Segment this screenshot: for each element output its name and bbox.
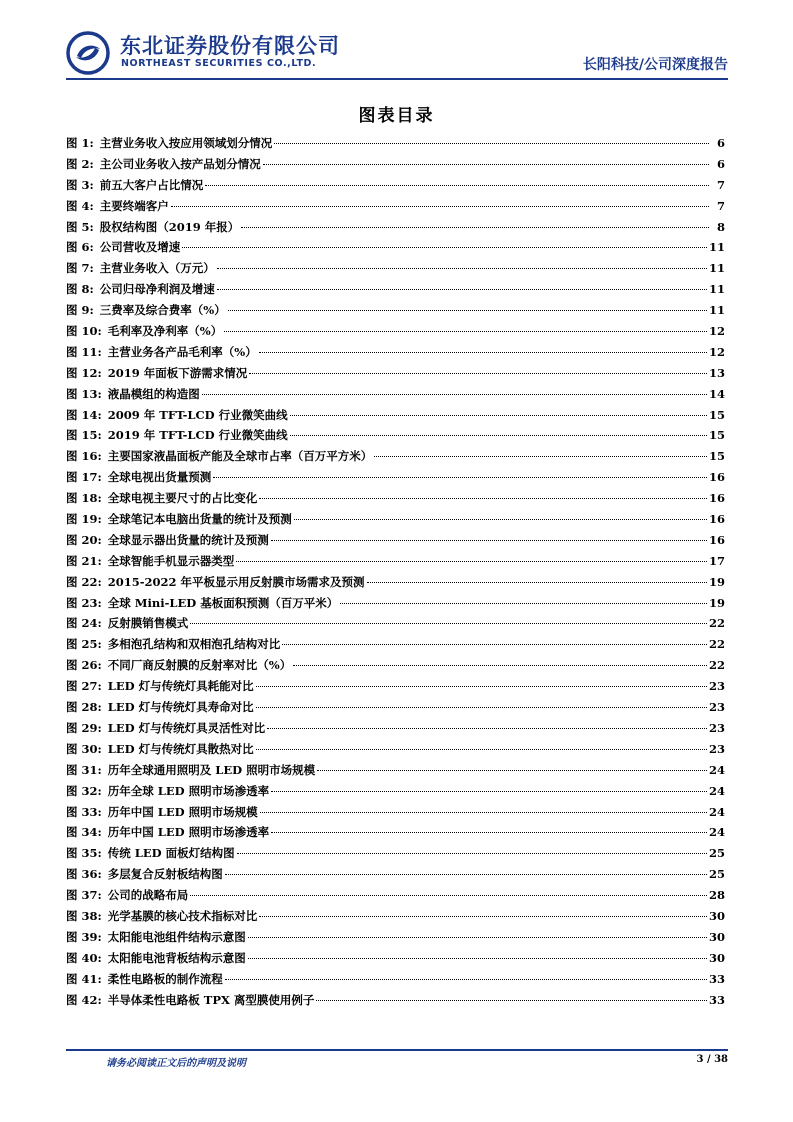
toc-entry-page: 25 <box>708 846 725 861</box>
toc-entry[interactable] <box>66 156 725 177</box>
toc-leader-dots <box>256 707 707 708</box>
toc-entry-page: 33 <box>708 971 725 986</box>
toc-leader-dots <box>241 227 709 228</box>
toc-leader-dots <box>374 456 707 457</box>
toc-entry-page: 25 <box>708 867 725 882</box>
toc-entry-title: 太阳能电池组件结构示意图 <box>107 929 246 944</box>
toc-entry-number: 图 25: <box>66 637 102 652</box>
toc-entry-number: 图 23: <box>66 595 102 610</box>
toc-entry-number: 图 3: <box>66 177 94 192</box>
toc-entry[interactable] <box>66 427 725 448</box>
toc-entry[interactable] <box>66 720 725 741</box>
toc-entry-page: 6 <box>716 156 725 171</box>
toc-entry-page: 7 <box>716 177 725 192</box>
toc-entry-number: 图 20: <box>66 532 102 547</box>
toc-entry-title: 全球笔记本电脑出货量的统计及预测 <box>107 512 292 527</box>
toc-leader-dots <box>294 519 707 520</box>
toc-entry-page: 24 <box>708 762 725 777</box>
toc-entry-number: 图 27: <box>66 679 102 694</box>
toc-entry[interactable] <box>66 971 725 992</box>
toc-leader-dots <box>290 435 707 436</box>
toc-leader-dots <box>171 206 709 207</box>
toc-entry[interactable] <box>66 824 725 845</box>
header-divider <box>66 78 728 80</box>
toc-entry-page: 17 <box>708 553 725 568</box>
toc-entry-title: 2019 年面板下游需求情况 <box>107 365 248 380</box>
toc-entry[interactable] <box>66 929 725 950</box>
toc-entry-page: 30 <box>708 908 725 923</box>
toc-entry-page: 23 <box>708 679 725 694</box>
toc-leader-dots <box>202 394 707 395</box>
toc-entry[interactable] <box>66 344 725 365</box>
toc-entry[interactable] <box>66 636 725 657</box>
toc-entry[interactable] <box>66 281 725 302</box>
toc-entry-page: 16 <box>708 470 725 485</box>
toc-entry[interactable] <box>66 135 725 156</box>
toc-entry[interactable] <box>66 365 725 386</box>
toc-entry-page: 12 <box>708 344 725 359</box>
toc-entry-number: 图 30: <box>66 741 102 756</box>
toc-entry-number: 图 33: <box>66 804 102 819</box>
toc-entry[interactable] <box>66 511 725 532</box>
toc-entry[interactable] <box>66 323 725 344</box>
toc-entry-title: 公司归母净利润及增速 <box>99 282 215 297</box>
toc-entry-page: 22 <box>708 658 725 673</box>
toc-entry-number: 图 2: <box>66 156 94 171</box>
toc-leader-dots <box>282 644 707 645</box>
toc-leader-dots <box>271 791 707 792</box>
toc-leader-dots <box>225 979 707 980</box>
company-logo-icon <box>66 31 110 75</box>
toc-entry[interactable] <box>66 866 725 887</box>
toc-entry-title: 2009 年 TFT-LCD 行业微笑曲线 <box>107 407 288 422</box>
toc-leader-dots <box>271 832 707 833</box>
toc-entry-number: 图 32: <box>66 783 102 798</box>
toc-leader-dots <box>271 540 707 541</box>
toc-entry-number: 图 39: <box>66 929 102 944</box>
toc-entry-page: 15 <box>708 449 725 464</box>
toc-leader-dots <box>267 728 707 729</box>
toc-entry-number: 图 6: <box>66 240 94 255</box>
toc-entry-title: LED 灯与传统灯具寿命对比 <box>107 700 254 715</box>
toc-entry-title: 多层复合反射板结构图 <box>107 867 223 882</box>
toc-entry-number: 图 12: <box>66 365 102 380</box>
toc-entry-number: 图 36: <box>66 867 102 882</box>
toc-entry-page: 33 <box>708 992 725 1007</box>
toc-entry-number: 图 34: <box>66 825 102 840</box>
toc-entry[interactable] <box>66 177 725 198</box>
page-number: 3 / 38 <box>696 1054 728 1065</box>
toc-entry-page: 12 <box>708 324 725 339</box>
toc-entry[interactable] <box>66 198 725 219</box>
toc-entry-title: 反射膜销售模式 <box>107 616 189 631</box>
toc-entry-number: 图 10: <box>66 324 102 339</box>
toc-entry-title: 2015-2022 年平板显示用反射膜市场需求及预测 <box>107 574 365 589</box>
toc-entry-title: 半导体柔性电路板 TPX 离型膜使用例子 <box>107 992 315 1007</box>
toc-leader-dots <box>367 582 707 583</box>
toc-entry-page: 16 <box>708 512 725 527</box>
toc-entry-number: 图 22: <box>66 574 102 589</box>
toc-entry-number: 图 42: <box>66 992 102 1007</box>
toc-entry[interactable] <box>66 574 725 595</box>
toc-entry-title: 主营业务收入按应用领域划分情况 <box>99 136 273 150</box>
toc-entry-title: 多相泡孔结构和双相泡孔结构对比 <box>107 637 281 652</box>
toc-entry-title: 主要终端客户 <box>99 198 169 213</box>
toc-leader-dots <box>249 373 707 374</box>
toc-entry-page: 15 <box>708 407 725 422</box>
toc-entry-number: 图 35: <box>66 846 102 861</box>
toc-entry-number: 图 4: <box>66 198 94 213</box>
toc-entry[interactable] <box>66 908 725 929</box>
toc-entry[interactable] <box>66 490 725 511</box>
toc-entry-page: 23 <box>708 720 725 735</box>
toc-entry-title: 历年中国 LED 照明市场规模 <box>107 804 258 819</box>
toc-entry[interactable] <box>66 469 725 490</box>
toc-entry-number: 图 19: <box>66 512 102 527</box>
toc-entry-title: 液晶模组的构造图 <box>107 386 200 401</box>
toc-entry[interactable] <box>66 219 725 240</box>
toc-entry-page: 23 <box>708 700 725 715</box>
toc-entry[interactable] <box>66 553 725 574</box>
toc-entry-page: 11 <box>708 240 725 255</box>
toc-entry[interactable] <box>66 887 725 908</box>
toc-entry-page: 6 <box>716 136 725 150</box>
toc-leader-dots <box>225 874 707 875</box>
toc-entry-title: 不同厂商反射膜的反射率对比（%） <box>107 658 292 673</box>
toc-entry[interactable] <box>66 845 725 866</box>
toc-entry-page: 11 <box>708 303 725 318</box>
toc-entry-title: 主要国家液晶面板产能及全球市占率（百万平方米） <box>107 449 373 464</box>
toc-entry-number: 图 26: <box>66 658 102 673</box>
toc-entry-page: 16 <box>708 532 725 547</box>
toc-entry-page: 19 <box>708 595 725 610</box>
toc-entry-number: 图 28: <box>66 700 102 715</box>
toc-leader-dots <box>213 477 707 478</box>
toc-entry-number: 图 8: <box>66 282 94 297</box>
toc-leader-dots <box>340 603 707 604</box>
toc-entry-title: 历年全球 LED 照明市场渗透率 <box>107 783 270 798</box>
toc-entry-page: 28 <box>708 888 725 903</box>
toc-entry-title: LED 灯与传统灯具散热对比 <box>107 741 254 756</box>
toc-entry-page: 30 <box>708 929 725 944</box>
toc-entry-page: 24 <box>708 804 725 819</box>
toc-entry[interactable] <box>66 595 725 616</box>
disclaimer-note: 请务必阅读正文后的声明及说明 <box>106 1058 246 1069</box>
toc-entry[interactable] <box>66 407 725 428</box>
toc-entry-number: 图 9: <box>66 303 94 318</box>
toc-leader-dots <box>290 415 707 416</box>
page-header <box>66 26 728 74</box>
toc-entry[interactable] <box>66 992 725 1013</box>
toc-entry-title: 全球显示器出货量的统计及预测 <box>107 532 269 547</box>
toc-entry-page: 7 <box>716 198 725 213</box>
toc-leader-dots <box>248 958 707 959</box>
toc-entry-number: 图 11: <box>66 344 102 359</box>
toc-leader-dots <box>263 164 709 165</box>
toc-entry-page: 19 <box>708 574 725 589</box>
report-tag: 长阳科技/公司深度报告 <box>582 57 728 73</box>
toc-entry[interactable] <box>66 762 725 783</box>
toc-entry-title: LED 灯与传统灯具灵活性对比 <box>107 720 266 735</box>
toc-entry-number: 图 17: <box>66 470 102 485</box>
toc-leader-dots <box>256 686 707 687</box>
toc-entry-page: 30 <box>708 950 725 965</box>
toc-entry-number: 图 18: <box>66 491 102 506</box>
toc-entry-number: 图 40: <box>66 950 102 965</box>
toc-entry[interactable] <box>66 302 725 323</box>
toc-entry-page: 16 <box>708 491 725 506</box>
toc-entry-number: 图 38: <box>66 908 102 923</box>
footer-divider <box>66 1049 728 1051</box>
toc-leader-dots <box>217 268 707 269</box>
toc-entry[interactable] <box>66 615 725 636</box>
toc-leader-dots <box>316 1000 707 1001</box>
toc-entry-title: 股权结构图（2019 年报） <box>99 219 240 234</box>
toc-entry-number: 图 24: <box>66 616 102 631</box>
company-name-en: NORTHEAST SECURITIES CO.,LTD. <box>121 58 317 69</box>
toc-entry-title: 主营业务各产品毛利率（%） <box>107 344 257 359</box>
toc-leader-dots <box>224 331 707 332</box>
toc-entry-title: 历年中国 LED 照明市场渗透率 <box>107 825 270 840</box>
toc-entry-title: 毛利率及净利率（%） <box>107 324 223 339</box>
toc-entry-title: 光学基膜的核心技术指标对比 <box>107 908 258 923</box>
toc-entry[interactable] <box>66 532 725 553</box>
toc-list <box>66 135 725 1012</box>
toc-entry[interactable] <box>66 657 725 678</box>
toc-entry[interactable] <box>66 386 725 407</box>
toc-entry-title: 全球电视主要尺寸的占比变化 <box>107 491 258 506</box>
toc-leader-dots <box>259 916 707 917</box>
toc-entry-title: 全球智能手机显示器类型 <box>107 553 235 568</box>
toc-entry-title: 全球 Mini-LED 基板面积预测（百万平米） <box>107 595 339 610</box>
toc-entry-title: 太阳能电池背板结构示意图 <box>107 950 246 965</box>
toc-entry-number: 图 16: <box>66 449 102 464</box>
toc-entry[interactable] <box>66 783 725 804</box>
toc-entry-title: LED 灯与传统灯具耗能对比 <box>107 679 254 694</box>
toc-entry-page: 13 <box>708 365 725 380</box>
toc-entry-title: 公司营收及增速 <box>99 240 181 255</box>
toc-entry[interactable] <box>66 950 725 971</box>
toc-entry[interactable] <box>66 448 725 469</box>
toc-entry-title: 主营业务收入（万元） <box>99 261 215 276</box>
toc-leader-dots <box>228 310 707 311</box>
toc-entry-title: 2019 年 TFT-LCD 行业微笑曲线 <box>107 428 288 443</box>
toc-entry-number: 图 13: <box>66 386 102 401</box>
toc-entry-page: 15 <box>708 428 725 443</box>
toc-leader-dots <box>317 770 707 771</box>
toc-entry-page: 24 <box>708 783 725 798</box>
toc-entry-title: 主公司业务收入按产品划分情况 <box>99 156 261 171</box>
toc-entry-page: 24 <box>708 825 725 840</box>
toc-entry-title: 三费率及综合费率（%） <box>99 303 226 318</box>
toc-entry-title: 传统 LED 面板灯结构图 <box>107 846 235 861</box>
toc-entry-number: 图 41: <box>66 971 102 986</box>
toc-leader-dots <box>248 937 707 938</box>
toc-entry-number: 图 1: <box>66 136 94 150</box>
toc-entry-page: 22 <box>708 637 725 652</box>
toc-entry-number: 图 5: <box>66 219 94 234</box>
toc-leader-dots <box>259 352 707 353</box>
toc-entry[interactable] <box>66 741 725 762</box>
toc-entry-number: 图 14: <box>66 407 102 422</box>
toc-entry-number: 图 37: <box>66 888 102 903</box>
toc-leader-dots <box>274 143 709 144</box>
toc-entry-title: 柔性电路板的制作流程 <box>107 971 223 986</box>
toc-entry-page: 11 <box>708 282 725 297</box>
toc-entry-number: 图 31: <box>66 762 102 777</box>
toc-entry-number: 图 21: <box>66 553 102 568</box>
toc-leader-dots <box>293 665 707 666</box>
toc-entry-title: 前五大客户占比情况 <box>99 177 204 192</box>
toc-leader-dots <box>256 749 707 750</box>
toc-entry-number: 图 15: <box>66 428 102 443</box>
toc-leader-dots <box>205 185 709 186</box>
toc-entry[interactable] <box>66 699 725 720</box>
toc-entry[interactable] <box>66 678 725 699</box>
toc-leader-dots <box>236 561 707 562</box>
toc-leader-dots <box>217 289 707 290</box>
toc-entry[interactable] <box>66 804 725 825</box>
toc-leader-dots <box>260 812 707 813</box>
toc-entry-page: 23 <box>708 741 725 756</box>
toc-title: 图表目录 <box>358 106 435 126</box>
company-name-cn: 东北证券股份有限公司 <box>120 34 340 58</box>
toc-leader-dots <box>190 623 707 624</box>
toc-entry-page: 14 <box>708 386 725 401</box>
toc-entry-page: 11 <box>708 261 725 276</box>
toc-entry-number: 图 29: <box>66 720 102 735</box>
toc-entry[interactable] <box>66 239 725 260</box>
toc-leader-dots <box>259 498 707 499</box>
toc-entry-number: 图 7: <box>66 261 94 276</box>
toc-leader-dots <box>182 247 707 248</box>
toc-leader-dots <box>237 853 707 854</box>
toc-entry-title: 全球电视出货量预测 <box>107 470 212 485</box>
toc-leader-dots <box>190 895 707 896</box>
toc-entry-title: 历年全球通用照明及 LED 照明市场规模 <box>107 762 316 777</box>
toc-entry-page: 22 <box>708 616 725 631</box>
toc-entry-page: 8 <box>716 219 725 234</box>
toc-entry[interactable] <box>66 260 725 281</box>
toc-entry-title: 公司的战略布局 <box>107 888 189 903</box>
